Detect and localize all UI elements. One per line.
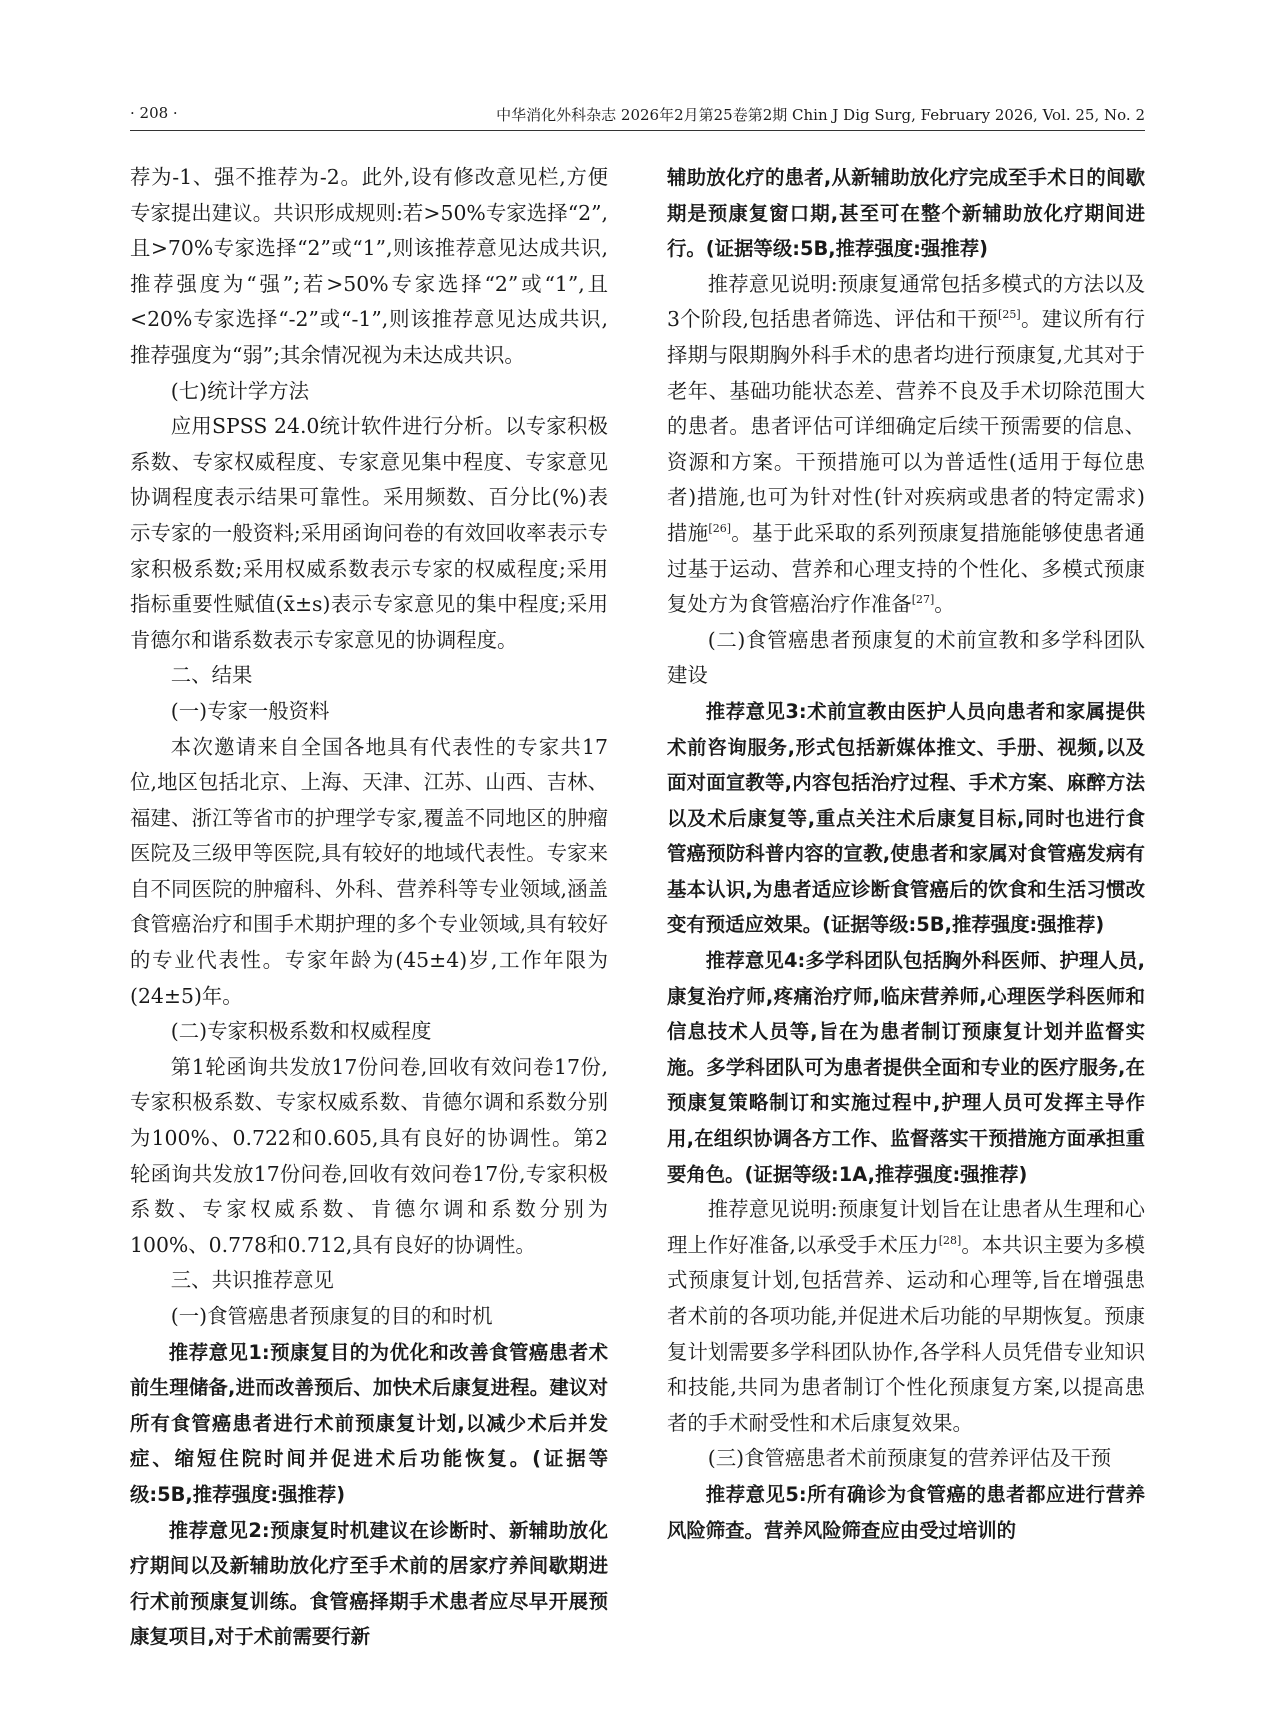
section-heading: (一)专家一般资料: [170, 698, 330, 723]
explanation-text: 。: [934, 592, 955, 617]
recommendation-2: 推荐意见2:预康复时机建议在诊断时、新辅助放化疗期间以及新辅助放化疗至手术前的居家疗养间歇期进行术前预康复训练。食管癌择期手术患者应尽早开展预康复项目,对于术前需要行新: [130, 1518, 608, 1649]
explanation-text: 推荐意见说明:预康复计划旨在让患者从生理和心理上作好准备,以承受手术压力: [667, 1197, 1145, 1257]
left-column: [130, 160, 608, 1655]
section-heading: 二、结果: [170, 663, 253, 688]
recommendation-explanation: [667, 1192, 1145, 1441]
recommendation-explanation: [667, 267, 1145, 623]
recommendation-5: 推荐意见5:所有确诊为食管癌的患者都应进行营养风险筛查。营养风险筛查应由受过培训的: [667, 1482, 1145, 1542]
citation-ref: [26]: [708, 522, 731, 536]
recommendation-2-continued: 辅助放化疗的患者,从新辅助放化疗完成至手术日的间歇期是预康复窗口期,甚至可在整个新辅助放化疗期间进行。(证据等级:5B,推荐强度:强推荐): [667, 166, 1145, 261]
explanation-text: 。建议所有行择期与限期胸外科手术的患者均进行预康复,尤其对于老年、基础功能状态差、营养不良及手术切除范围大的患者。患者评估可详细确定后续干预需要的信息、资源和方案。干预措施可以为普适性(适用于每位患者)措施,也可为针对性(针对疾病或患者的特定需求)措施: [667, 307, 1146, 545]
section-heading: 三、共识推荐意见: [170, 1268, 334, 1293]
recommendation-1: 推荐意见1:预康复目的为优化和改善食管癌患者术前生理储备,进而改善预后、加快术后康复进程。建议对所有食管癌患者进行术前预康复计划,以减少术后并发症、缩短住院时间并促进术后功能恢复。(证据等级:5B,推荐强度:强推荐): [130, 1340, 608, 1506]
paragraph: 本次邀请来自全国各地具有代表性的专家共17位,地区包括北京、上海、天津、江苏、山西、吉林、福建、浙江等省市的护理学专家,覆盖不同地区的肿瘤医院及三级甲等医院,具有较好的地域代表性。专家来自不同医院的肿瘤科、外科、营养科等专业领域,涵盖食管癌治疗和围手术期护理的多个专业领域,具有较好的专业代表性。专家年龄为(45±4)岁,工作年限为(24±5)年。: [130, 734, 608, 1008]
section-heading: (三)食管癌患者术前预康复的营养评估及干预: [707, 1446, 1112, 1471]
paragraph: 第1轮函询共发放17份问卷,回收有效问卷17份,专家积极系数、专家权威系数、肯德尔调和系数分别为100%、0.722和0.605,具有良好的协调性。第2轮函询共发放17份问卷,回收有效问卷17份,专家积极系数、专家权威系数、肯德尔调和系数分别为100%、0.778和0.712,具有良好的协调性。: [130, 1054, 608, 1257]
recommendation-3: 推荐意见3:术前宣教由医护人员向患者和家属提供术前咨询服务,形式包括新媒体推文、手册、视频,以及面对面宣教等,内容包括治疗过程、手术方案、麻醉方法以及术后康复等,重点关注术后康复目标,同时也进行食管癌预防科普内容的宣教,使患者和家属对食管癌发病有基本认识,为患者适应诊断食管癌后的饮食和生活习惯改变有预适应效果。(证据等级:5B,推荐强度:强推荐): [667, 699, 1145, 937]
recommendation-4: 推荐意见4:多学科团队包括胸外科医师、护理人员,康复治疗师,疼痛治疗师,临床营养师,心理医学科医师和信息技术人员等,旨在为患者制订预康复计划并监督实施。多学科团队可为患者提供全面和专业的医疗服务,在预康复策略制订和实施过程中,护理人员可发挥主导作用,在组织协调各方工作、监督落实干预措施方面承担重要角色。(证据等级:1A,推荐强度:强推荐): [667, 949, 1145, 1186]
paragraph: 应用SPSS 24.0统计软件进行分析。以专家积极系数、专家权威程度、专家意见集中程度、专家意见协调程度表示结果可靠性。采用频数、百分比(%)表示专家的一般资料;采用函询问卷的有效回收率表示专家积极系数;采用权威系数表示专家的权威程度;采用指标重要性赋值(x̄±s)表示专家意见的集中程度;采用肯德尔和谐系数表示专家意见的协调程度。: [130, 414, 608, 652]
journal-citation: 中华消化外科杂志 2026年2月第25卷第2期 Chin J Dig Surg, February 2026, Vol. 25, No. 2: [496, 106, 1145, 124]
section-heading: (二)食管癌患者预康复的术前宣教和多学科团队建设: [667, 627, 1145, 688]
running-header: [130, 104, 1145, 131]
section-heading: (七)统计学方法: [170, 378, 310, 403]
right-column: [667, 160, 1145, 1548]
explanation-text: 。本共识主要为多模式预康复计划,包括营养、运动和心理等,旨在增强患者术前的各项功能,并促进术后功能的早期恢复。预康复计划需要多学科团队协作,各学科人员凭借专业知识和技能,共同为患者制订个性化预康复方案,以提高患者的手术耐受性和术后康复效果。: [667, 1232, 1146, 1435]
citation-ref: [25]: [998, 308, 1021, 322]
paragraph: 荐为-1、强不推荐为-2。此外,设有修改意见栏,方便专家提出建议。共识形成规则:若>50%专家选择“2”,且>70%专家选择“2”或“1”,则该推荐意见达成共识,推荐强度为“强”;若>50%专家选择“2”或“1”,且<20%专家选择“-2”或“-1”,则该推荐意见达成共识,推荐强度为“弱”;其余情况视为未达成共识。: [130, 165, 608, 367]
citation-ref: [27]: [911, 593, 935, 607]
page-number: · 208 ·: [130, 104, 178, 122]
section-heading: (二)专家积极系数和权威程度: [170, 1019, 432, 1044]
section-heading: (一)食管癌患者预康复的目的和时机: [170, 1304, 493, 1328]
explanation-text: 。基于此采取的系列预康复措施能够使患者通过基于运动、营养和心理支持的个性化、多模式预康复处方为食管癌治疗作准备: [667, 520, 1146, 617]
explanation-text: 推荐意见说明:预康复通常包括多模式的方法以及3个阶段,包括患者筛选、评估和干预: [667, 271, 1145, 332]
citation-ref: [28]: [938, 1234, 962, 1248]
